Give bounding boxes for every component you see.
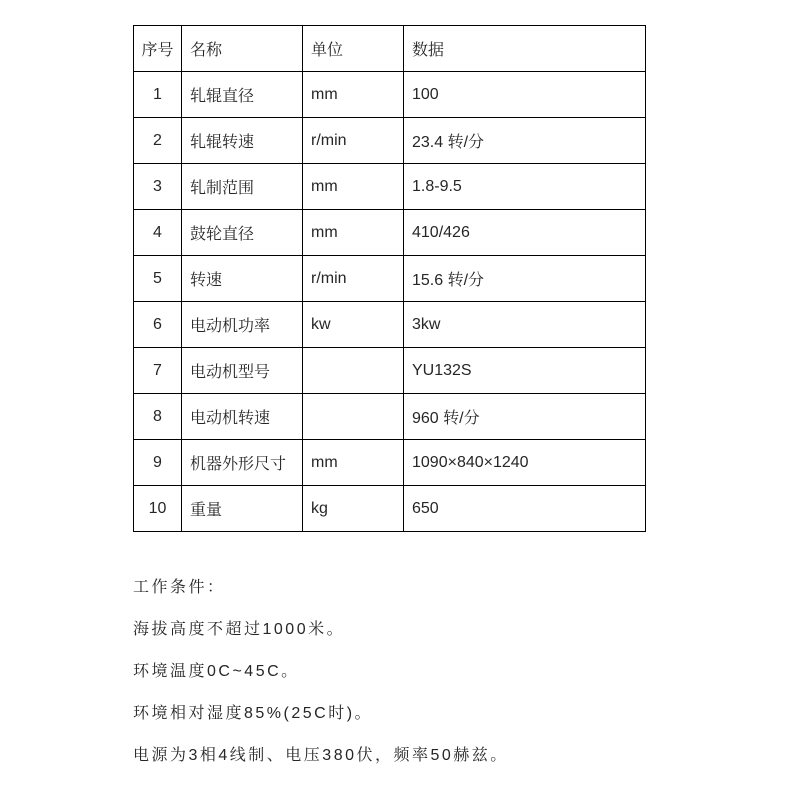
cell-index: 2 [134, 118, 182, 164]
table-row [134, 348, 646, 394]
table-header-row [134, 26, 646, 72]
cell-index: 1 [134, 72, 182, 118]
cell-unit: mm [303, 440, 404, 486]
cell-data: 15.6 转/分 [404, 256, 646, 302]
table-row [134, 440, 646, 486]
table-row [134, 118, 646, 164]
cell-index: 5 [134, 256, 182, 302]
table-row [134, 164, 646, 210]
cell-unit: mm [303, 210, 404, 256]
cell-unit: kw [303, 302, 404, 348]
table-row [134, 394, 646, 440]
header-cell-index: 序号 [134, 26, 182, 72]
cell-name: 轧辊直径 [182, 72, 303, 118]
cell-name: 重量 [182, 486, 303, 532]
cell-unit: r/min [303, 256, 404, 302]
cell-data: 1.8-9.5 [404, 164, 646, 210]
cell-unit [303, 394, 404, 440]
cell-name: 转速 [182, 256, 303, 302]
cell-name: 轧辊转速 [182, 118, 303, 164]
cell-data: 3kw [404, 302, 646, 348]
spec-table [133, 25, 646, 532]
cell-index: 9 [134, 440, 182, 486]
cell-data: 650 [404, 486, 646, 532]
header-cell-data: 数据 [404, 26, 646, 72]
cell-name: 轧制范围 [182, 164, 303, 210]
note-line-temperature: 环境温度0C~45C。 [133, 663, 300, 680]
header-cell-name: 名称 [182, 26, 303, 72]
cell-name: 鼓轮直径 [182, 210, 303, 256]
cell-data: YU132S [404, 348, 646, 394]
cell-data: 1090×840×1240 [404, 440, 646, 486]
cell-index: 6 [134, 302, 182, 348]
table-row [134, 256, 646, 302]
cell-name: 电动机功率 [182, 302, 303, 348]
note-line-power: 电源为3相4线制、电压380伏，频率50赫兹。 [133, 747, 509, 764]
cell-name: 电动机型号 [182, 348, 303, 394]
cell-index: 3 [134, 164, 182, 210]
cell-unit: kg [303, 486, 404, 532]
note-line-humidity: 环境相对湿度85%(25C时)。 [133, 705, 374, 722]
working-conditions-title: 工作条件： [133, 579, 226, 596]
cell-index: 4 [134, 210, 182, 256]
cell-unit: mm [303, 164, 404, 210]
working-conditions-section [133, 576, 693, 786]
cell-index: 10 [134, 486, 182, 532]
table-row [134, 210, 646, 256]
table-row [134, 486, 646, 532]
cell-data: 410/426 [404, 210, 646, 256]
cell-name: 电动机转速 [182, 394, 303, 440]
table-row [134, 302, 646, 348]
table-row [134, 72, 646, 118]
header-cell-unit: 单位 [303, 26, 404, 72]
cell-unit: r/min [303, 118, 404, 164]
cell-data: 23.4 转/分 [404, 118, 646, 164]
cell-index: 7 [134, 348, 182, 394]
note-line-altitude: 海拔高度不超过1000米。 [133, 621, 346, 638]
cell-name: 机器外形尺寸 [182, 440, 303, 486]
cell-index: 8 [134, 394, 182, 440]
cell-data: 100 [404, 72, 646, 118]
cell-unit: mm [303, 72, 404, 118]
cell-unit [303, 348, 404, 394]
cell-data: 960 转/分 [404, 394, 646, 440]
